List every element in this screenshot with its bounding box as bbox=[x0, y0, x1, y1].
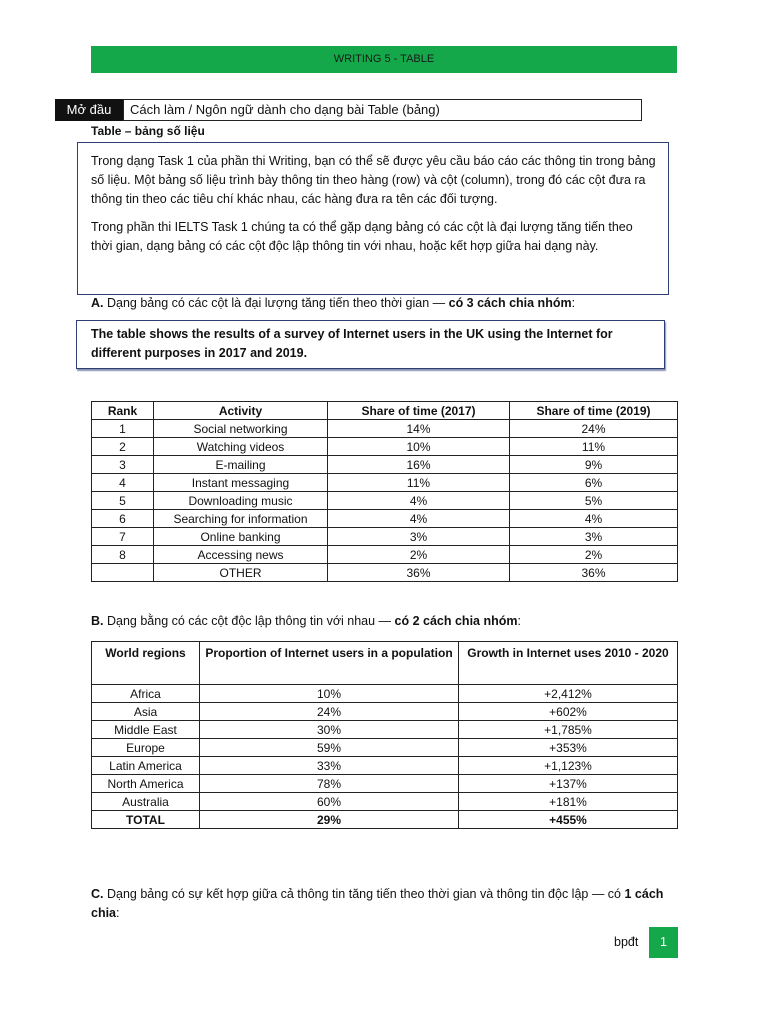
table-cell: Accessing news bbox=[154, 546, 328, 564]
table-cell: 24% bbox=[200, 703, 459, 721]
section-a-letter: A. bbox=[91, 296, 104, 310]
table-cell: 3 bbox=[92, 456, 154, 474]
section-b-bold: có 2 cách chia nhóm bbox=[394, 614, 518, 628]
column-header: Activity bbox=[154, 402, 328, 420]
table-cell: 5 bbox=[92, 492, 154, 510]
section-b-letter: B. bbox=[91, 614, 104, 628]
column-header: World regions bbox=[92, 642, 200, 685]
column-header: Rank bbox=[92, 402, 154, 420]
section-c-heading bbox=[91, 885, 681, 923]
table-body bbox=[92, 685, 678, 829]
table-cell: 4 bbox=[92, 474, 154, 492]
table-cell: 29% bbox=[200, 811, 459, 829]
table-cell: Australia bbox=[92, 793, 200, 811]
section-b-heading bbox=[91, 614, 521, 628]
table-cell: 4% bbox=[328, 510, 510, 528]
table-cell: Africa bbox=[92, 685, 200, 703]
table-cell: 2% bbox=[328, 546, 510, 564]
section-b-tail: : bbox=[517, 614, 521, 628]
table-cell: 59% bbox=[200, 739, 459, 757]
intro-title: Cách làm / Ngôn ngữ dành cho dạng bài Table (bảng) bbox=[123, 99, 642, 121]
column-header: Share of time (2017) bbox=[328, 402, 510, 420]
table-cell: +353% bbox=[459, 739, 678, 757]
section-a-text: Dạng bảng có các cột là đại lượng tăng tiến theo thời gian — bbox=[106, 296, 449, 310]
table-row bbox=[92, 420, 678, 438]
table-cell: 7 bbox=[92, 528, 154, 546]
table-row bbox=[92, 775, 678, 793]
table-cell: 6 bbox=[92, 510, 154, 528]
table-cell: Searching for information bbox=[154, 510, 328, 528]
table-cell: 78% bbox=[200, 775, 459, 793]
table-body bbox=[92, 420, 678, 582]
intro-tag: Mở đầu bbox=[55, 99, 123, 121]
internet-usage-table bbox=[91, 401, 678, 582]
table-cell: 11% bbox=[328, 474, 510, 492]
table-header-row bbox=[92, 642, 678, 685]
table-cell: 14% bbox=[328, 420, 510, 438]
table-cell: 16% bbox=[328, 456, 510, 474]
table-cell: 3% bbox=[510, 528, 678, 546]
table-cell: 60% bbox=[200, 793, 459, 811]
table-cell: 6% bbox=[510, 474, 678, 492]
table-cell: 24% bbox=[510, 420, 678, 438]
table-cell: +137% bbox=[459, 775, 678, 793]
table-row bbox=[92, 492, 678, 510]
page-banner: WRITING 5 - TABLE bbox=[91, 46, 677, 73]
table-cell: 36% bbox=[510, 564, 678, 582]
world-regions-table bbox=[91, 641, 678, 829]
table-cell: +181% bbox=[459, 793, 678, 811]
table-cell: 36% bbox=[328, 564, 510, 582]
table-cell: 11% bbox=[510, 438, 678, 456]
table-cell: 33% bbox=[200, 757, 459, 775]
table-row bbox=[92, 793, 678, 811]
table-row bbox=[92, 438, 678, 456]
table-cell: 4% bbox=[328, 492, 510, 510]
section-a-bold: có 3 cách chia nhóm bbox=[448, 296, 572, 310]
intro-paragraph-1: Trong dạng Task 1 của phần thi Writing, bạn có thể sẽ được yêu cầu báo cáo các thông tin trong bảng số liệu. Một bảng số liệu trình bày thông tin theo hàng (row) và cột (column), trong đó các cột đưa ra thông tin theo các tiêu chí khác nhau, các hàng đưa ra tên các đối tượng. bbox=[91, 154, 656, 206]
table-cell: 2% bbox=[510, 546, 678, 564]
table-cell: 1 bbox=[92, 420, 154, 438]
table-cell: 2 bbox=[92, 438, 154, 456]
column-header: Proportion of Internet users in a population bbox=[200, 642, 459, 685]
intro-textbox bbox=[77, 142, 669, 295]
table-cell: OTHER bbox=[154, 564, 328, 582]
table-row bbox=[92, 739, 678, 757]
table-cell: Online banking bbox=[154, 528, 328, 546]
section-c-tail: : bbox=[116, 906, 120, 920]
table-cell: +602% bbox=[459, 703, 678, 721]
section-a-tail: : bbox=[571, 296, 576, 310]
table-cell: +2,412% bbox=[459, 685, 678, 703]
intro-paragraph-2: Trong phần thi IELTS Task 1 chúng ta có thể gặp dạng bảng có các cột là đại lượng tăng tiến theo thời gian, dạng bảng có các cột độc lập thông tin với nhau, hoặc kết hợp giữa hai dạng này. bbox=[91, 220, 633, 253]
section-c-letter: C. bbox=[91, 887, 104, 901]
table-cell: 4% bbox=[510, 510, 678, 528]
column-header: Growth in Internet uses 2010 - 2020 bbox=[459, 642, 678, 685]
table-row bbox=[92, 564, 678, 582]
table-row bbox=[92, 685, 678, 703]
table-cell: Europe bbox=[92, 739, 200, 757]
table-cell: TOTAL bbox=[92, 811, 200, 829]
table-row bbox=[92, 546, 678, 564]
table-row bbox=[92, 510, 678, 528]
table-cell: 10% bbox=[200, 685, 459, 703]
table-row bbox=[92, 757, 678, 775]
table-cell: Asia bbox=[92, 703, 200, 721]
table-cell: 9% bbox=[510, 456, 678, 474]
table-cell: Instant messaging bbox=[154, 474, 328, 492]
table-cell: 10% bbox=[328, 438, 510, 456]
table-cell: Social networking bbox=[154, 420, 328, 438]
table-row bbox=[92, 721, 678, 739]
table-cell: Watching videos bbox=[154, 438, 328, 456]
table-row bbox=[92, 474, 678, 492]
table-row bbox=[92, 703, 678, 721]
table-total-row bbox=[92, 811, 678, 829]
table-header-row bbox=[92, 402, 678, 420]
table-cell: Middle East bbox=[92, 721, 200, 739]
footer-author: bpđt bbox=[614, 935, 639, 949]
table-cell: E-mailing bbox=[154, 456, 328, 474]
page-number: 1 bbox=[649, 927, 678, 958]
table-cell: 30% bbox=[200, 721, 459, 739]
table-cell: 8 bbox=[92, 546, 154, 564]
table-cell: Downloading music bbox=[154, 492, 328, 510]
table-cell: +455% bbox=[459, 811, 678, 829]
task-prompt-box: The table shows the results of a survey of Internet users in the UK using the Internet for different purposes in 2017 and 2019. bbox=[76, 320, 665, 369]
section-a-heading bbox=[91, 296, 575, 310]
table-cell: 3% bbox=[328, 528, 510, 546]
table-cell: North America bbox=[92, 775, 200, 793]
column-header: Share of time (2019) bbox=[510, 402, 678, 420]
intro-header bbox=[55, 99, 642, 121]
table-row bbox=[92, 456, 678, 474]
table-cell bbox=[92, 564, 154, 582]
section-c-bold: 1 cách chia bbox=[91, 887, 664, 920]
table-cell: +1,123% bbox=[459, 757, 678, 775]
table-cell: +1,785% bbox=[459, 721, 678, 739]
table-cell: Latin America bbox=[92, 757, 200, 775]
section-c-text: Dạng bảng có sự kết hợp giữa cả thông tin tăng tiến theo thời gian và thông tin độc lập — có bbox=[106, 887, 625, 901]
table-cell: 5% bbox=[510, 492, 678, 510]
subheading: Table – bảng số liệu bbox=[91, 124, 205, 138]
section-b-text: Dạng bằng có các cột độc lập thông tin với nhau — bbox=[106, 614, 395, 628]
table-row bbox=[92, 528, 678, 546]
